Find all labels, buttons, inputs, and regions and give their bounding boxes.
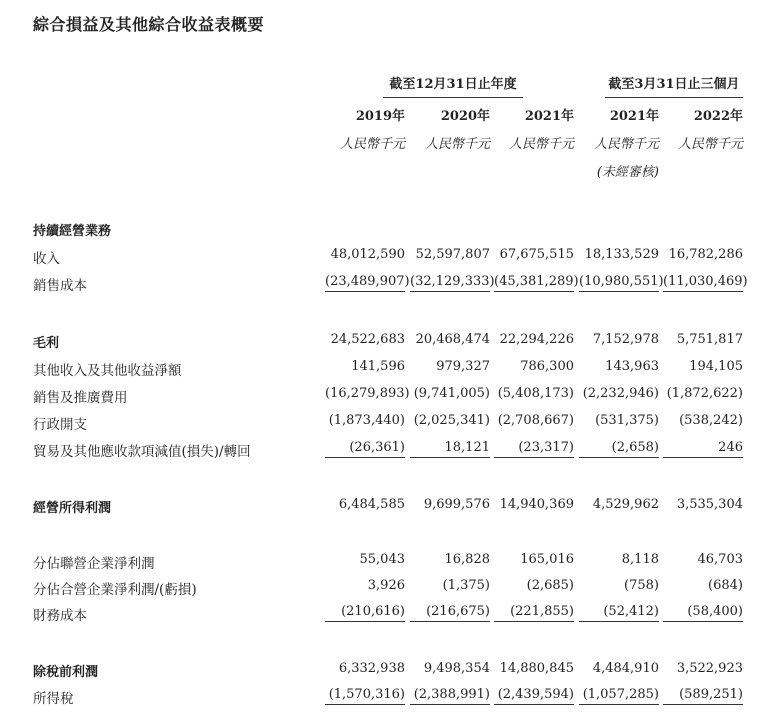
table-row xyxy=(0,578,778,604)
header-unit: 人民幣千元 xyxy=(424,137,490,152)
table-row xyxy=(0,497,778,523)
row-value: 7,152,978 xyxy=(592,332,659,347)
row-value: 16,782,286 xyxy=(668,247,743,262)
header-unit: 人民幣千元 xyxy=(677,137,743,152)
row-value: (26,361) xyxy=(325,440,405,458)
row-label: 銷售成本 xyxy=(33,278,87,294)
row-value: 141,596 xyxy=(351,359,405,374)
row-value: 6,332,938 xyxy=(338,661,405,676)
row-label: 分佔合營企業淨利潤/(虧損) xyxy=(33,582,197,598)
row-value: 14,940,369 xyxy=(499,497,574,512)
table-row xyxy=(0,274,778,300)
row-value: (2,232,946) xyxy=(582,386,659,401)
row-value: 24,522,683 xyxy=(330,332,405,347)
row-value: 4,484,910 xyxy=(592,661,659,676)
row-label: 其他收入及其他收益淨額 xyxy=(33,363,182,379)
row-value: (2,388,991) xyxy=(410,687,490,705)
row-value: (32,129,333) xyxy=(410,274,490,292)
table-row xyxy=(0,247,778,273)
header-unaudited: (未經審核) xyxy=(596,165,659,180)
row-value: (531,375) xyxy=(595,413,659,428)
row-label: 銷售及推廣費用 xyxy=(33,390,128,406)
row-label: 所得稅 xyxy=(33,691,74,707)
header-year: 2022年 xyxy=(693,109,743,124)
row-value: (210,616) xyxy=(325,604,405,622)
row-value: (58,400) xyxy=(663,604,743,622)
row-value: (23,317) xyxy=(494,440,574,458)
row-value: (2,025,341) xyxy=(413,413,490,428)
row-value: (538,242) xyxy=(679,413,743,428)
row-value: 9,699,576 xyxy=(423,497,490,512)
row-value: 18,121 xyxy=(410,440,490,458)
row-value: (52,412) xyxy=(579,604,659,622)
header-year: 2021年 xyxy=(524,109,574,124)
row-label: 分佔聯營企業淨利潤 xyxy=(33,556,155,572)
row-value: 979,327 xyxy=(436,359,490,374)
row-value: 5,751,817 xyxy=(676,332,743,347)
table-row-section xyxy=(0,220,778,246)
table-row xyxy=(0,604,778,630)
row-value: (221,855) xyxy=(494,604,574,622)
row-value: 55,043 xyxy=(359,552,405,567)
row-label: 行政開支 xyxy=(33,417,87,433)
header-group-year-label: 截至12月31日止年度 xyxy=(389,77,517,92)
row-value: 52,597,807 xyxy=(415,247,490,262)
row-label: 持續經營業務 xyxy=(33,224,112,239)
row-value: (2,708,667) xyxy=(497,413,574,428)
row-value: (758) xyxy=(624,578,659,593)
row-label: 貿易及其他應收款項減值(損失)/轉回 xyxy=(33,444,251,460)
table-row xyxy=(0,440,778,466)
row-value: (16,279,893) xyxy=(325,386,410,401)
header-group-quarter-label: 截至3月31日止三個月 xyxy=(608,77,740,92)
row-value: 67,675,515 xyxy=(499,247,574,262)
row-value: (1,570,316) xyxy=(325,687,405,705)
table-row xyxy=(0,687,778,713)
table-row xyxy=(0,552,778,578)
page-title: 綜合損益及其他綜合收益表概要 xyxy=(33,15,265,34)
row-value: 194,105 xyxy=(689,359,743,374)
header-group-year xyxy=(383,73,523,92)
row-value: 786,300 xyxy=(520,359,574,374)
row-value: (23,489,907) xyxy=(325,274,405,292)
row-value: 16,828 xyxy=(444,552,490,567)
row-value: (2,658) xyxy=(579,440,659,458)
row-value: (2,685) xyxy=(526,578,574,593)
header-unit: 人民幣千元 xyxy=(339,137,405,152)
row-label: 毛利 xyxy=(33,336,60,351)
row-value: (5,408,173) xyxy=(497,386,574,401)
row-value: 9,498,354 xyxy=(423,661,490,676)
row-value: (9,741,005) xyxy=(413,386,490,401)
row-value: (1,375) xyxy=(442,578,490,593)
row-value: 8,118 xyxy=(621,552,659,567)
header-year: 2020年 xyxy=(440,109,490,124)
row-value: 143,963 xyxy=(605,359,659,374)
row-value: 46,703 xyxy=(697,552,743,567)
row-value: 22,294,226 xyxy=(499,332,574,347)
row-value: (10,980,551) xyxy=(579,274,659,292)
row-value: (1,057,285) xyxy=(579,687,659,705)
row-value: 18,133,529 xyxy=(584,247,659,262)
row-value: 6,484,585 xyxy=(338,497,405,512)
row-label: 收入 xyxy=(33,251,60,267)
row-value: 4,529,962 xyxy=(592,497,659,512)
row-value: (45,381,289) xyxy=(494,274,574,292)
table-row xyxy=(0,661,778,687)
row-value: 246 xyxy=(663,440,743,458)
header-unit: 人民幣千元 xyxy=(593,137,659,152)
row-value: 20,468,474 xyxy=(415,332,490,347)
header-group-quarter xyxy=(605,73,743,92)
table-row xyxy=(0,386,778,412)
row-value: 14,880,845 xyxy=(499,661,574,676)
table-row xyxy=(0,413,778,439)
row-value: (2,439,594) xyxy=(494,687,574,705)
row-value: (1,872,622) xyxy=(666,386,743,401)
row-value: 48,012,590 xyxy=(330,247,405,262)
table-row xyxy=(0,359,778,385)
header-year: 2019年 xyxy=(355,109,405,124)
table-row xyxy=(0,332,778,358)
header-year: 2021年 xyxy=(609,109,659,124)
row-value: (11,030,469) xyxy=(663,274,743,292)
row-value: 3,522,923 xyxy=(676,661,743,676)
row-value: 3,926 xyxy=(367,578,405,593)
row-value: 165,016 xyxy=(520,552,574,567)
row-label: 財務成本 xyxy=(33,608,87,624)
row-label: 除稅前利潤 xyxy=(33,665,99,680)
row-label: 經營所得利潤 xyxy=(33,501,112,516)
row-value: (684) xyxy=(708,578,743,593)
row-value: 3,535,304 xyxy=(676,497,743,512)
row-value: (589,251) xyxy=(663,687,743,705)
row-value: (216,675) xyxy=(410,604,490,622)
row-value: (1,873,440) xyxy=(328,413,405,428)
header-unit: 人民幣千元 xyxy=(508,137,574,152)
